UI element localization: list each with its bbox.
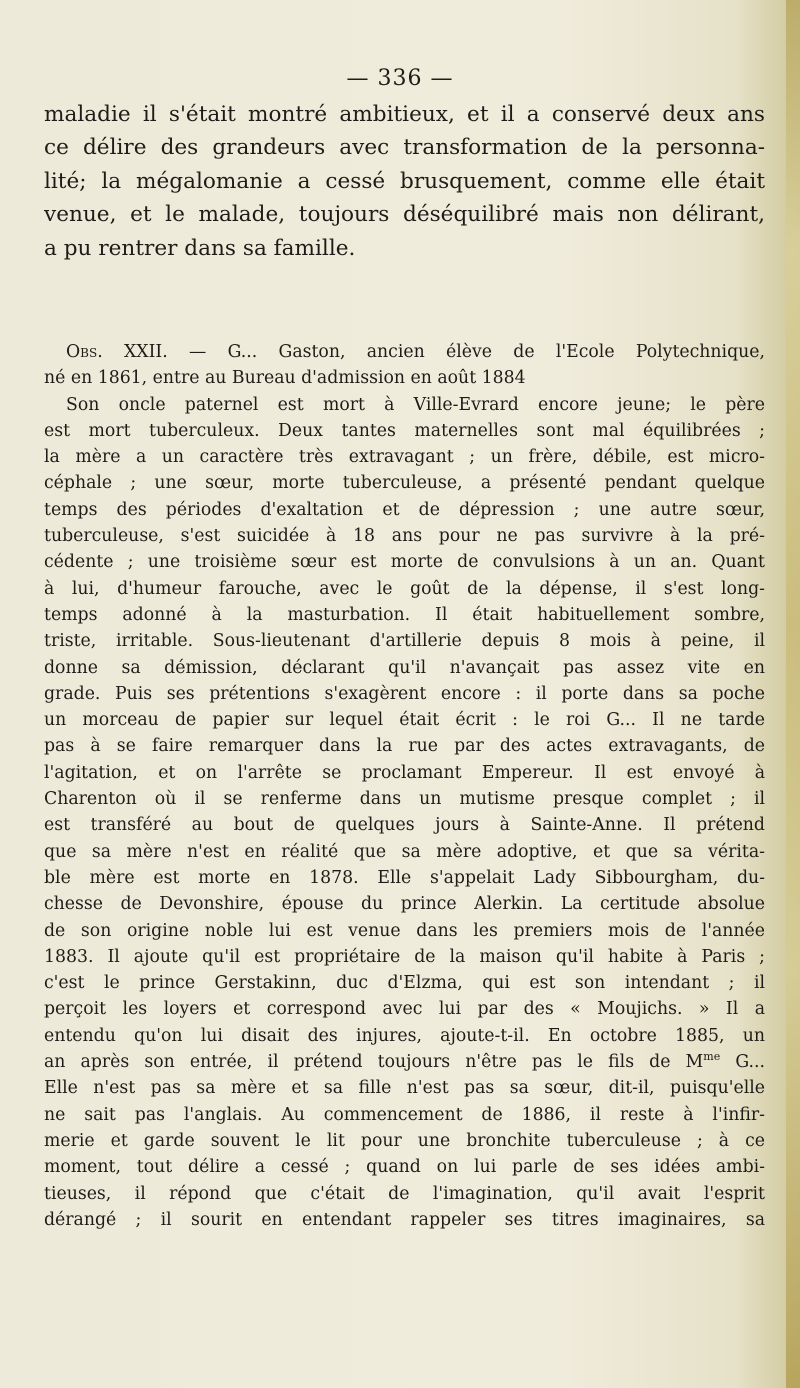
text-line: dérangé ; il sourit en entendant rappeler ses titres imaginaires, sa (44, 1209, 765, 1230)
paragraph-main (44, 98, 765, 265)
text-line: a pu rentrer dans sa famille. (44, 235, 356, 261)
text-line: grade. Puis ses prétentions s'exagèrent encore : il porte dans sa poche (44, 683, 765, 704)
text-line: ne sait pas l'anglais. Au commencement de 1886, il reste à l'infir- (44, 1104, 765, 1125)
text-line: triste, irritable. Sous-lieutenant d'artillerie depuis 8 mois à peine, il (44, 631, 765, 652)
text-line: l'agitation, et on l'arrête se proclamant Empereur. Il est envoyé à (44, 762, 765, 783)
text-line: donne sa démission, déclarant qu'il n'avançait pas assez vite en (44, 657, 765, 678)
text-line: un morceau de papier sur lequel était écrit : le roi G... Il ne tarde (44, 710, 765, 731)
text-line: ble mère est morte en 1878. Elle s'appelait Lady Sibbourgham, du- (44, 867, 765, 888)
text-fragment: G... (720, 1052, 765, 1073)
text-line: merie et garde souvent le lit pour une bronchite tuberculeuse ; à ce (44, 1130, 765, 1151)
text-line-mme (44, 1049, 765, 1075)
text-line: à lui, d'humeur farouche, avec le goût de la dépense, il s'est long- (44, 578, 765, 599)
text-line: Elle n'est pas sa mère et sa fille n'est pas sa sœur, dit-il, puisqu'elle (44, 1078, 765, 1099)
text-line: maladie il s'était montré ambitieux, et il a conservé deux ans (44, 102, 765, 127)
text-line: 1883. Il ajoute qu'il est propriétaire de la maison qu'il habite à Paris ; (44, 946, 765, 967)
text-line: temps des périodes d'exaltation et de dépression ; une autre sœur, (44, 499, 765, 520)
text-line: tuberculeuse, s'est suicidée à 18 ans pour ne pas survivre à la pré- (44, 526, 765, 547)
text-line: est transféré au bout de quelques jours à Sainte-Anne. Il prétend (44, 815, 765, 836)
text-line: chesse de Devonshire, épouse du prince Alerkin. La certitude absolue (44, 894, 765, 915)
text-line: venue, et le malade, toujours déséquilibré mais non délirant, (44, 202, 765, 228)
text-line: de son origine noble lui est venue dans les premiers mois de l'année (44, 920, 765, 941)
superscript-me: me (703, 1050, 721, 1064)
observation-heading-line (44, 339, 765, 365)
text-line: cédente ; une troisième sœur est morte de convulsions à un an. Quant (44, 552, 765, 573)
text-line: temps adonné à la masturbation. Il était habituellement sombre, (44, 604, 765, 625)
observation-label: Obs. (66, 342, 103, 362)
page-edge-stain (786, 0, 800, 1388)
text-fragment: an après son entrée, il prétend toujours n'être pas le fils de M (44, 1052, 704, 1073)
observation-block (44, 339, 765, 1233)
text-line: pas à se faire remarquer dans la rue par des actes extravagants, de (44, 736, 765, 757)
observation-heading-rest: XXII. — G... Gaston, ancien élève de l'Ecole Polytechnique, (102, 342, 765, 362)
text-line: c'est le prince Gerstakinn, duc d'Elzma, qui est son intendant ; il (44, 973, 765, 994)
text-line: lité; la mégalomanie a cessé brusquement, comme elle était (44, 168, 765, 194)
text-line: la mère a un caractère très extravagant ; un frère, débile, est micro- (44, 447, 765, 468)
text-line: que sa mère n'est en réalité que sa mère adoptive, et que sa vérita- (44, 841, 765, 862)
text-line: moment, tout délire a cessé ; quand on lui parle de ses idées ambi- (44, 1157, 765, 1178)
text-line: tieuses, il répond que c'était de l'imagination, qu'il avait l'esprit (44, 1183, 765, 1204)
text-line: entendu qu'on lui disait des injures, ajoute-t-il. En octobre 1885, un (44, 1025, 765, 1046)
text-line: céphale ; une sœur, morte tuberculeuse, a présenté pendant quelque (44, 473, 765, 494)
text-line: est mort tuberculeux. Deux tantes maternelles sont mal équilibrées ; (44, 420, 765, 441)
text-line: né en 1861, entre au Bureau d'admission en août 1884 (44, 368, 526, 389)
text-line: Son oncle paternel est mort à Ville-Evrard encore jeune; le père (66, 394, 765, 415)
text-line: perçoit les loyers et correspond avec lui par des « Moujichs. » Il a (44, 999, 765, 1020)
text-line: Charenton où il se renferme dans un mutisme presque complet ; il (44, 789, 765, 810)
page-number: — 336 — (346, 66, 454, 91)
text-line: ce délire des grandeurs avec transformation de la personna- (44, 135, 765, 161)
